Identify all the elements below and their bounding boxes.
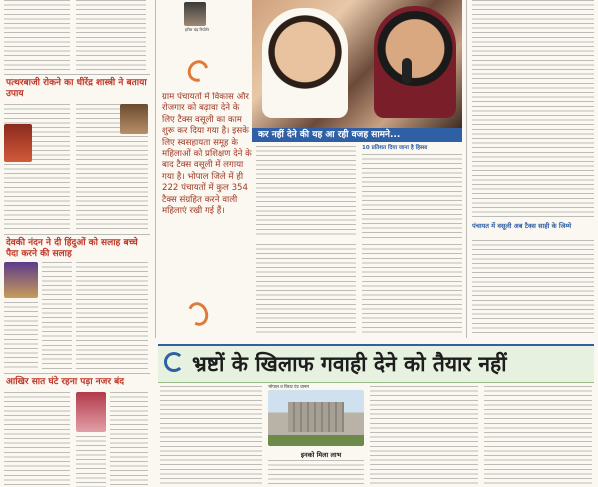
article-body bbox=[4, 392, 70, 487]
article-body bbox=[42, 262, 72, 370]
bottom-story bbox=[158, 338, 594, 487]
article-body bbox=[362, 154, 462, 238]
article-body bbox=[256, 146, 356, 238]
article-body bbox=[472, 0, 594, 220]
photo-caption: इनको मिला लाभ bbox=[300, 451, 342, 459]
photo-label: भोपाल व विराट एंट वानम bbox=[268, 385, 309, 390]
portrait-photo bbox=[4, 124, 32, 162]
article-body bbox=[472, 240, 594, 336]
article-body bbox=[110, 392, 148, 487]
article-body bbox=[4, 302, 38, 370]
building-block bbox=[288, 402, 344, 432]
portrait-photo bbox=[76, 392, 106, 432]
byline: हरीश चंद्र रिपोर्टर bbox=[184, 27, 210, 32]
portrait-photo bbox=[4, 262, 38, 298]
microphone-icon bbox=[402, 58, 412, 84]
article-body bbox=[484, 386, 592, 486]
headline: देवकी नंदन ने दी हिंदुओं को सलाह बच्चे पैदा करने की सलाह bbox=[6, 238, 138, 259]
section-mark-icon bbox=[184, 56, 212, 85]
photo-headline-bar bbox=[252, 128, 462, 142]
singer-face bbox=[374, 6, 456, 118]
byline-box bbox=[176, 0, 218, 36]
headline: आखिर सात घंटे रहना पड़ा नजर बंद bbox=[6, 377, 125, 387]
headline: पत्थरबाजी रोकने का धीरेंद्र शास्त्री ने बताया उपाय bbox=[6, 78, 147, 99]
article-body bbox=[76, 0, 146, 72]
article-body bbox=[268, 460, 364, 486]
article-body bbox=[370, 386, 478, 486]
banner-headline-box bbox=[158, 344, 594, 383]
subhead: 10 प्रतिशत दिया जाना है हिस्सा bbox=[362, 145, 428, 151]
column-divider bbox=[155, 0, 156, 338]
politician-face bbox=[262, 8, 348, 118]
column-divider bbox=[466, 0, 467, 338]
pull-quote: ग्राम पंचायतों में विकास और रोजगार को बढ़ावा देने के लिए टैक्स वसूली का काम शुरू कर दिया गया है। इसके लिए स्वसहायता समूह के महिलाओं को प्रशिक्षण देने के बाद टैक्स वसूली में लगाया गया है। भोपाल जिले में ही 222 पंचायतों में कुल 354 टैक्स संग्रहित करने वाली महिलाएं रखी गई हैं। bbox=[162, 92, 252, 217]
article-body bbox=[362, 244, 462, 336]
article-body bbox=[4, 104, 70, 230]
banner-headline: भ्रष्टों के खिलाफ गवाही देने को तैयार नहीं bbox=[192, 352, 507, 376]
divider bbox=[4, 234, 150, 235]
side-subhead: पंचायत में वसूली अब टैक्स साही के जिम्मे bbox=[472, 222, 572, 230]
article-body bbox=[76, 262, 148, 370]
section-mark-icon bbox=[164, 352, 184, 372]
article-body bbox=[76, 436, 106, 487]
article-body bbox=[256, 244, 356, 336]
divider bbox=[4, 74, 150, 75]
section-mark-icon bbox=[184, 299, 211, 328]
article-body bbox=[160, 386, 262, 486]
divider bbox=[4, 373, 150, 374]
photo-headline: कर नहीं देने की यह आ रही वजह सामने... bbox=[258, 130, 401, 140]
article-body bbox=[4, 0, 70, 72]
portrait-photo bbox=[120, 104, 148, 134]
reporter-photo bbox=[184, 2, 206, 26]
left-column bbox=[0, 0, 153, 487]
